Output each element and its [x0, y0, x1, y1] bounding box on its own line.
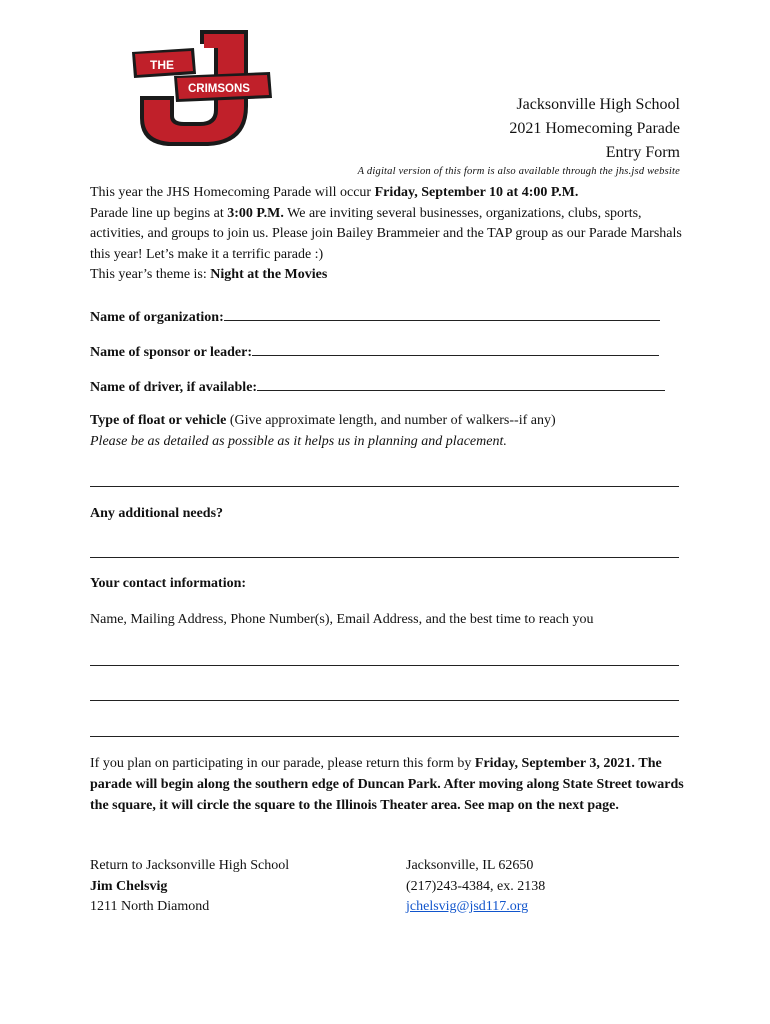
contact-name: Jim Chelsvig [90, 878, 168, 894]
additional-needs-input-line[interactable] [90, 557, 679, 558]
logo-text-the: THE [150, 58, 174, 72]
sponsor-input-line[interactable] [252, 342, 659, 356]
organization-input-line[interactable] [224, 307, 660, 321]
email-link[interactable]: jchelsvig@jsd117.org [406, 899, 529, 914]
lineup-time: 3:00 P.M. [227, 205, 284, 221]
intro-line2: Parade line up begins at [90, 205, 228, 221]
crimsons-logo [128, 26, 274, 150]
driver-label: Name of driver, if available: [90, 380, 258, 395]
parade-route: The parade will begin along the southern edge of Duncan Park. After moving along State Street towards the square, it will circle the square to the Illinois Theater area. See map on the next page. [90, 756, 684, 813]
return-instruction: If you plan on participating in our parade, please return this form by [90, 756, 475, 771]
event-name: 2021 Homecoming Parade [509, 120, 680, 137]
theme-label: This year’s theme is: [90, 267, 211, 282]
street-address: 1211 North Diamond [90, 899, 210, 914]
city-state-zip: Jacksonville, IL 62650 [406, 858, 534, 873]
form-header [509, 93, 680, 165]
contact-info-hint: Name, Mailing Address, Phone Number(s), Email Address, and the best time to reach you [90, 612, 594, 627]
return-deadline: Friday, September 3, 2021. [474, 756, 635, 771]
school-name: Jacksonville High School [516, 96, 680, 113]
driver-input-line[interactable] [257, 377, 665, 391]
float-type-note: Please be as detailed as possible as it helps us in planning and placement. [90, 434, 507, 449]
organization-label: Name of organization: [90, 310, 224, 325]
sponsor-field [90, 342, 659, 361]
return-address-right [406, 856, 545, 918]
contact-input-line-2[interactable] [90, 700, 679, 701]
logo-text-crimsons: CRIMSONS [188, 83, 250, 95]
contact-input-line-3[interactable] [90, 736, 679, 737]
contact-info-label: Your contact information: [90, 576, 247, 591]
intro-paragraph [90, 183, 690, 286]
phone-number: (217)243-4384, ex. 2138 [406, 878, 546, 894]
parade-date: Friday, September 10 at 4:00 P.M. [374, 185, 579, 200]
float-type-input-line[interactable] [90, 486, 679, 487]
digital-version-note: A digital version of this form is also available through the jhs.jsd website [357, 166, 680, 177]
float-type-field [90, 413, 556, 429]
closing-paragraph [90, 753, 690, 816]
form-title: Entry Form [605, 144, 680, 161]
return-address-left [90, 856, 289, 918]
additional-needs-label: Any additional needs? [90, 506, 224, 521]
float-type-hint: (Give approximate length, and number of walkers--if any) [226, 413, 556, 428]
sponsor-label: Name of sponsor or leader: [90, 345, 253, 360]
intro-line1: This year the JHS Homecoming Parade will occur [90, 185, 375, 200]
driver-field [90, 377, 665, 396]
float-type-label: Type of float or vehicle [90, 413, 227, 428]
intro-invitation: We are inviting several businesses, organizations, clubs, sports, activities, and groups to join us. Please join Bailey Brammeier and the TAP group as our Parade Marshals this year! Let’s make it a terrific parade :) [90, 205, 682, 262]
contact-input-line-1[interactable] [90, 665, 679, 666]
organization-field [90, 307, 660, 326]
return-to: Return to Jacksonville High School [90, 858, 290, 873]
theme-value: Night at the Movies [210, 267, 328, 282]
